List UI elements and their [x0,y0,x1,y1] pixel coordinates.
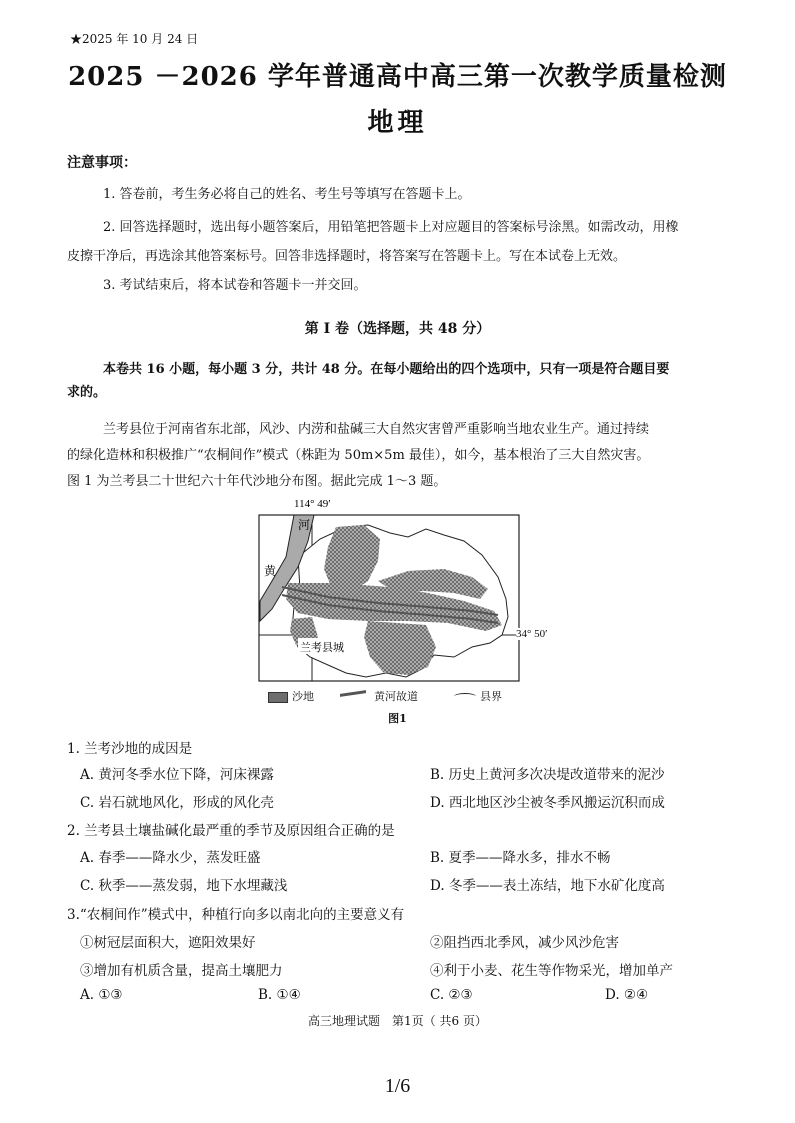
page-number: 1/6 [384,1075,411,1097]
q1-option-c: C. 岩石就地风化，形成的风化壳 [80,795,274,811]
section-title: 第 Ⅰ 卷（选择题，共 48 分） [304,321,491,337]
county-seat-label: 兰考县城 [300,641,344,654]
q3-stem: 3.“农桐间作”模式中，种植行向多以南北向的主要意义有 [67,907,405,923]
latitude-label: 34° 50′ [516,628,548,640]
exam-subject: 地理 [367,108,428,138]
passage-line-1: 兰考县位于河南省东北部，风沙、内涝和盐碱三大自然灾害曾严重影响当地农业生产。通过持续 [103,422,650,437]
q2-option-d: D. 冬季——表土冻结，地下水矿化度高 [430,878,665,894]
notice-item-3: 3. 考试结束后，将本试卷和答题卡一并交回。 [103,278,367,293]
q3-option-a: A. ①③ [80,987,123,1003]
river-label-he: 河 [298,518,311,532]
q1-stem: 1. 兰考沙地的成因是 [67,741,193,757]
map-legend [268,688,528,706]
section-intro-line-2: 求的。 [67,385,107,400]
legend-river-label: 黄河故道 [374,690,418,703]
legend-boundary-swatch [454,693,476,700]
q3-option-c: C. ②③ [430,987,473,1003]
legend-sand-swatch [268,692,288,703]
exam-title: 2025 －2026 学年普通高中高三第一次教学质量检测 [68,62,727,92]
legend-river-swatch [340,690,366,703]
passage-line-3: 图 1 为兰考县二十世纪六十年代沙地分布图。据此完成 1～3 题。 [67,474,447,489]
q2-option-b: B. 夏季——降水多，排水不畅 [430,850,611,866]
sand-distribution-map [258,497,520,683]
q1-option-b: B. 历史上黄河多次决堤改道带来的泥沙 [430,767,665,783]
notice-item-1: 1. 答卷前，考生务必将自己的姓名、考生号等填写在答题卡上。 [103,187,471,202]
legend-boundary-label: 县界 [480,690,502,703]
q2-option-a: A. 春季——降水少，蒸发旺盛 [80,850,261,866]
q2-stem: 2. 兰考县土壤盐碱化最严重的季节及原因组合正确的是 [67,823,395,839]
q1-option-a: A. 黄河冬季水位下降，河床裸露 [80,767,274,783]
notice-item-2-line-2: 皮擦干净后，再选涂其他答案标号。回答非选择题时，将答案写在答题卡上。写在本试卷上无效。 [67,249,627,264]
q3-statement-3: ③增加有机质含量，提高土壤肥力 [80,963,283,979]
q3-statement-2: ②阻挡西北季风，减少风沙危害 [430,935,619,951]
river-label-huang: 黄 [264,564,277,578]
notice-item-2-line-1: 2. 回答选择题时，选出每小题答案后，用铅笔把答题卡上对应题目的答案标号涂黑。如需改动，用橡 [103,220,679,235]
q1-option-d: D. 西北地区沙尘被冬季风搬运沉积而成 [430,795,665,811]
passage-line-2: 的绿化造林和积极推广“农桐间作”模式（株距为 50m×5m 最佳），如今，基本根治了三大自然灾害。 [67,448,650,463]
legend-sand-label: 沙地 [292,690,314,703]
notice-heading: 注意事项： [67,155,137,171]
figure-caption: 图1 [388,712,407,725]
exam-date: ★2025 年 10 月 24 日 [70,32,199,46]
q3-statement-1: ①树冠层面积大，遮阳效果好 [80,935,256,951]
q3-option-d: D. ②④ [605,987,649,1003]
q2-option-c: C. 秋季——蒸发弱，地下水埋藏浅 [80,878,288,894]
page-footer: 高三地理试题 第1页（ 共6 页） [308,1014,487,1028]
longitude-label: 114° 49′ [294,498,331,510]
q3-option-b: B. ①④ [258,987,301,1003]
section-intro-line-1: 本卷共 16 小题，每小题 3 分，共计 48 分。在每小题给出的四个选项中，只有一项是符合题目要 [103,362,670,377]
q3-statement-4: ④利于小麦、花生等作物采光，增加单产 [430,963,673,979]
